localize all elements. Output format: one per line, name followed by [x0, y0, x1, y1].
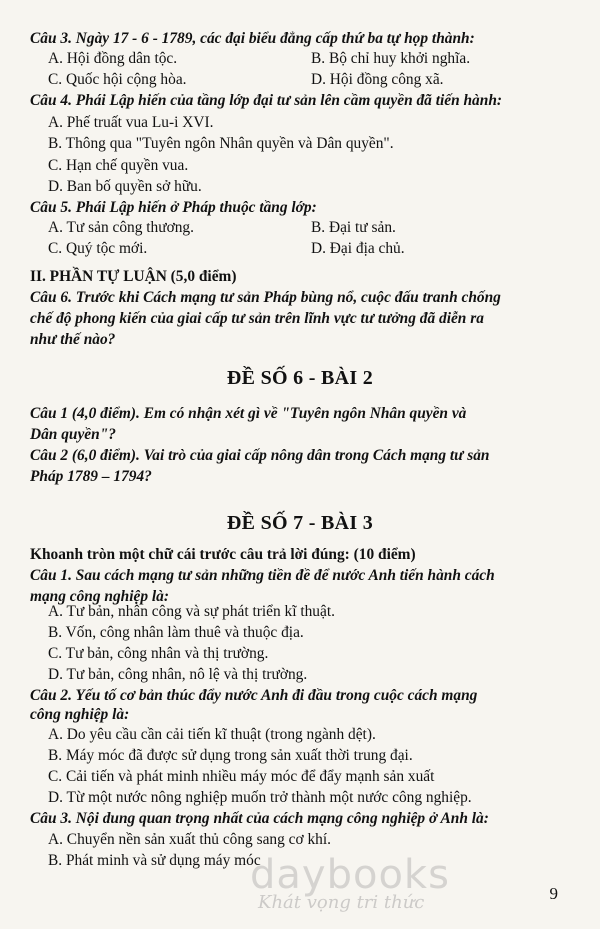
option-d: D. Hội đồng công xã. [311, 71, 444, 88]
option-c: C. Tư bản, công nhân và thị trường. [48, 645, 269, 662]
question-3: Câu 3. Ngày 17 - 6 - 1789, các đại biểu đẳng cấp thứ ba tự họp thành: [30, 30, 475, 47]
option-a: A. Do yêu cầu cần cải tiến kĩ thuật (trong ngành dệt). [48, 726, 376, 743]
page-number: 9 [549, 884, 558, 903]
question-6-line: chế độ phong kiến của giai cấp tư sản trên lĩnh vực tư tưởng đã diễn ra [30, 310, 484, 327]
option-a: A. Tư sản công thương. [48, 219, 194, 236]
question-4: Câu 4. Phái Lập hiến của tầng lớp đại tư sản lên cầm quyền đã tiến hành: [30, 92, 502, 109]
exam-7-question-1: mạng công nghiệp là: [30, 588, 169, 605]
section-heading: II. PHẦN TỰ LUẬN (5,0 điểm) [30, 268, 237, 285]
exam-6-question-1: Dân quyền"? [30, 426, 116, 443]
exam-7-question-1: Câu 1. Sau cách mạng tư sản những tiền đề để nước Anh tiến hành cách [30, 567, 495, 584]
option-c: C. Hạn chế quyền vua. [48, 157, 189, 174]
option-a: A. Phế truất vua Lu-i XVI. [48, 114, 214, 131]
option-a: A. Tư bản, nhân công và sự phát triển kĩ thuật. [48, 603, 335, 620]
watermark-slogan: Khát vọng tri thức [258, 892, 425, 913]
exam-7-question-2: công nghiệp là: [30, 706, 130, 723]
option-a: A. Chuyển nền sản xuất thủ công sang cơ khí. [48, 831, 331, 848]
option-d: D. Đại địa chủ. [311, 240, 405, 257]
question-6-line: như thế nào? [30, 331, 116, 348]
option-b: B. Vốn, công nhân làm thuê và thuộc địa. [48, 624, 304, 641]
option-b: B. Bộ chỉ huy khởi nghĩa. [311, 50, 471, 67]
option-b: B. Máy móc đã được sử dụng trong sản xuất thời trung đại. [48, 747, 413, 764]
instruction: Khoanh tròn một chữ cái trước câu trả lời đúng: (10 điểm) [30, 546, 416, 563]
exam-7-question-3: Câu 3. Nội dung quan trọng nhất của cách mạng công nghiệp ở Anh là: [30, 810, 489, 827]
option-b: B. Phát minh và sử dụng máy móc [48, 852, 261, 869]
option-b: B. Thông qua "Tuyên ngôn Nhân quyền và Dân quyền". [48, 135, 394, 152]
option-a: A. Hội đồng dân tộc. [48, 50, 178, 67]
option-c: C. Cải tiến và phát minh nhiều máy móc để đẩy mạnh sản xuất [48, 768, 435, 785]
watermark-brand: daybooks [250, 852, 450, 898]
question-6-line: Câu 6. Trước khi Cách mạng tư sản Pháp bùng nổ, cuộc đấu tranh chống [30, 289, 501, 306]
option-d: D. Từ một nước nông nghiệp muốn trở thành một nước công nghiệp. [48, 789, 472, 806]
exam-6-title: ĐỀ SỐ 6 - BÀI 2 [226, 367, 374, 389]
exam-6-question-2: Câu 2 (6,0 điểm). Vai trò của giai cấp nông dân trong Cách mạng tư sản [30, 447, 490, 464]
exam-7-title: ĐỀ SỐ 7 - BÀI 3 [226, 512, 374, 534]
exam-6-question-1: Câu 1 (4,0 điểm). Em có nhận xét gì về "Tuyên ngôn Nhân quyền và [30, 405, 467, 422]
exam-7-question-2: Câu 2. Yếu tố cơ bản thúc đẩy nước Anh đi đầu trong cuộc cách mạng [30, 687, 478, 704]
option-c: C. Quốc hội cộng hòa. [48, 71, 187, 88]
option-d: D. Ban bố quyền sở hữu. [48, 178, 202, 195]
option-b: B. Đại tư sản. [311, 219, 396, 236]
option-c: C. Quý tộc mới. [48, 240, 148, 257]
exam-6-question-2: Pháp 1789 – 1794? [30, 468, 152, 485]
question-5: Câu 5. Phái Lập hiến ở Pháp thuộc tầng lớp: [30, 199, 317, 216]
option-d: D. Tư bản, công nhân, nô lệ và thị trường. [48, 666, 308, 683]
